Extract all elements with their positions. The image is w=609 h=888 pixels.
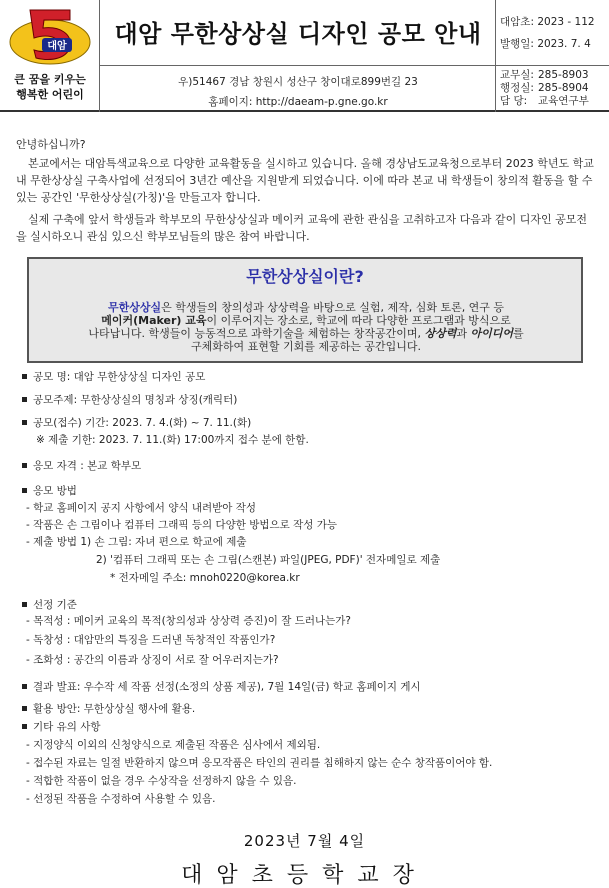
issue-date-label: 발행일: bbox=[500, 38, 534, 50]
list-item: 결과 발표: 우수작 세 작품 선정(소정의 상품 제공), 7월 14일(금) 학교 홈페이지 게시 bbox=[22, 680, 421, 694]
deadline-note: ※ 제출 기한: 2023. 7. 11.(화) 17:00까지 접수 분에 한함. bbox=[36, 434, 309, 446]
contact-cell bbox=[496, 66, 609, 112]
etc-line: - 적합한 작품이 없을 경우 수상작을 선정하지 않을 수 있음. bbox=[26, 775, 297, 787]
doc-number: 대암초: 2023 - 112 bbox=[500, 16, 595, 28]
definition-text: 무한상상실은 학생들의 창의성과 상상력을 바탕으로 실험, 제작, 심화 토론, 연구 등 메이커(Maker) 교육이 이루어지는 장소로, 학교에 따라 다양한 프로그램과 방식으로 나타납니다. 학생들이 능동적으로 과학기술을 체험하는 창작공간이며, 상상력과 아이디어를 구체화하여 표현할 기회를 제공하는 공간입니다. bbox=[88, 301, 524, 353]
list-item: 선정 기준 bbox=[22, 598, 77, 612]
contact-row: 교무실: 285-8903 bbox=[500, 69, 589, 81]
school-logo-icon bbox=[8, 6, 92, 66]
title-cell bbox=[100, 0, 496, 66]
issue-date-value: 2023. 7. 4 bbox=[537, 38, 591, 50]
list-item: 공모 명: 대암 무한상상실 디자인 공모 bbox=[22, 370, 205, 384]
etc-line: - 선정된 작품을 수정하여 사용할 수 있음. bbox=[26, 793, 216, 805]
method-line: - 학교 홈페이지 공지 사항에서 양식 내려받아 작성 bbox=[26, 502, 257, 514]
letter-date: 2023년 7월 4일 bbox=[243, 832, 366, 850]
page-title: 대암 무한상상실 디자인 공모 안내 bbox=[114, 20, 482, 48]
doc-number-label: 대암초 bbox=[500, 16, 531, 28]
principal-signature: 대암초등학교장 bbox=[181, 863, 428, 888]
letter-header bbox=[0, 0, 609, 112]
greeting: 안녕하십니까? bbox=[16, 138, 86, 151]
definition-box bbox=[27, 257, 583, 363]
slogan-line-2: 행복한 어린이 bbox=[16, 88, 84, 101]
list-item: 공모(접수) 기간: 2023. 7. 4.(화) ~ 7. 11.(화) bbox=[22, 416, 251, 430]
list-item: 기타 유의 사항 bbox=[22, 720, 101, 734]
criteria-line: - 조화성 : 공간의 이름과 상징이 서로 잘 어우러지는가? bbox=[26, 654, 279, 666]
paragraph-2: 실제 구축에 앞서 학생들과 학부모의 무한상상실과 메이커 교육에 관한 관심을 고취하고자 다음과 같이 디자인 공모전을 실시하오니 관심 있으신 학부모님들의 많은 참여 바랍니다. bbox=[16, 213, 587, 243]
method-line: - 작품은 손 그림이나 컴퓨터 그래픽 등의 다양한 방법으로 작성 가능 bbox=[26, 519, 338, 531]
contact-row: 담 당: 교육연구부 bbox=[500, 95, 589, 107]
doc-number-value: 2023 - 112 bbox=[537, 16, 595, 28]
slogan-line-1: 큰 꿈을 키우는 bbox=[14, 73, 86, 86]
criteria-line: - 독창성 : 대암만의 특징을 드러낸 독창적인 작품인가? bbox=[26, 634, 276, 646]
slogan bbox=[2, 72, 98, 102]
doc-meta bbox=[496, 0, 609, 66]
list-item: 활용 방안: 무한상상실 행사에 활용. bbox=[22, 702, 195, 716]
logo-text: 대암 bbox=[47, 41, 67, 52]
issue-date bbox=[500, 36, 591, 51]
list-item: 응모 방법 bbox=[22, 484, 77, 498]
list-item: 응모 자격 : 본교 학부모 bbox=[22, 459, 141, 473]
method-line: 2) '컴퓨터 그래픽 또는 손 그림(스캔본) 파일(JPEG, PDF)' 전자메일로 제출 bbox=[96, 554, 441, 566]
paragraph-1: 본교에서는 대암특색교육으로 다양한 교육활동을 실시하고 있습니다. 올해 경상남도교육청으로부터 2023 학년도 학교 내 무한상상실 구축사업에 선정되어 3년간 예산을 지원받게 되었습니다. 이에 따라 본교 내 학생들이 창의적 활동을 할 수 있는 공간인 '무한상상실(가칭)'을 만들고자 합니다. bbox=[16, 157, 594, 204]
etc-line: - 지정양식 이외의 신청양식으로 제출된 작품은 심사에서 제외됨. bbox=[26, 739, 321, 751]
contact-row: 행정실: 285-8904 bbox=[500, 82, 589, 94]
homepage: 홈페이지: http://daeam-p.gne.go.kr bbox=[208, 96, 388, 108]
list-item: 공모주제: 무한상상실의 명칭과 상징(캐릭터) bbox=[22, 393, 237, 407]
address: 우)51467 경남 창원시 성산구 창이대로899번길 23 bbox=[178, 76, 418, 88]
logo-cell bbox=[0, 0, 100, 112]
address-cell bbox=[100, 66, 496, 112]
email-line: * 전자메일 주소: mnoh0220@korea.kr bbox=[110, 572, 300, 584]
etc-line: - 접수된 자료는 일절 반환하지 않으며 응모작품은 타인의 권리를 침해하지 않는 순수 창작품이어야 함. bbox=[26, 757, 493, 769]
definition-title: 무한상상실이란? bbox=[246, 267, 364, 286]
method-line: - 제출 방법 1) 손 그림: 자녀 편으로 학교에 제출 bbox=[26, 536, 247, 548]
criteria-line: - 목적성 : 메이커 교육의 목적(창의성과 상상력 증진)이 잘 드러나는가? bbox=[26, 615, 351, 627]
